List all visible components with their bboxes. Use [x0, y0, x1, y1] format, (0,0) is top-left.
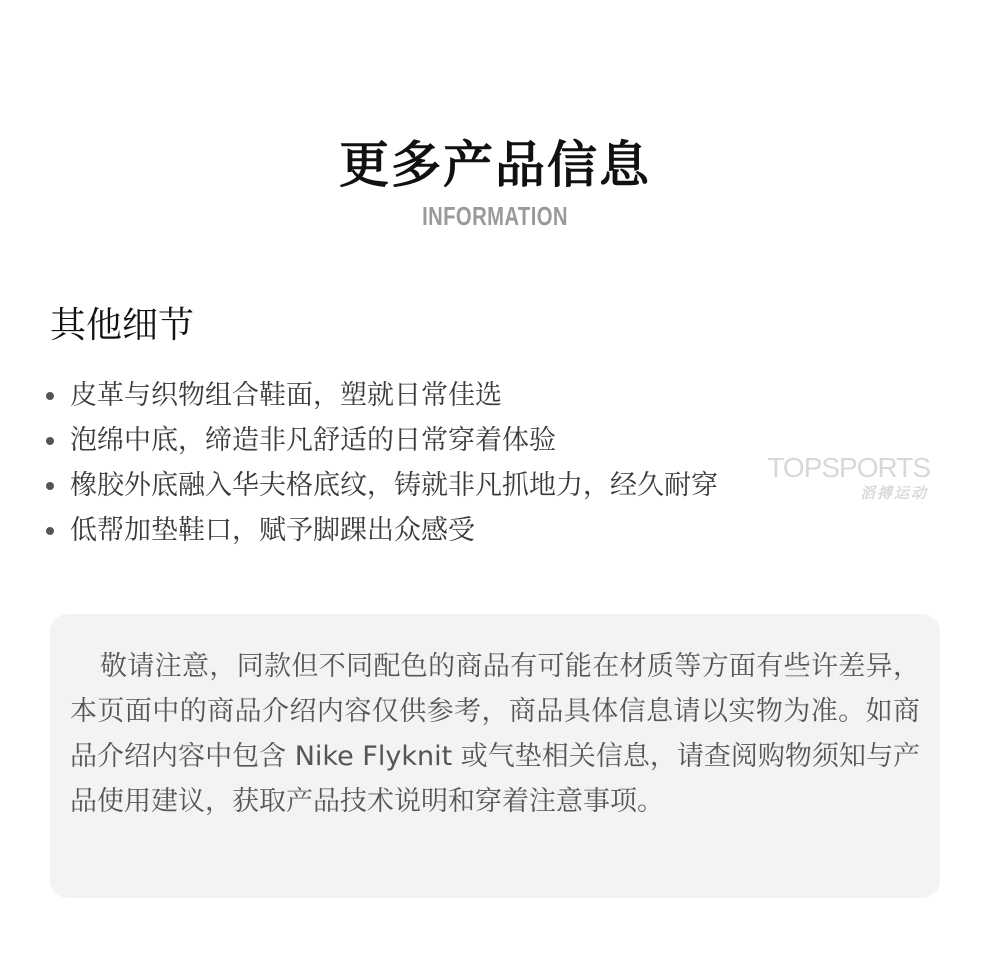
topsports-watermark-logo	[746, 452, 930, 502]
list-item	[44, 418, 718, 463]
list-item-text: 皮革与织物组合鞋面，塑就日常佳选	[70, 380, 502, 411]
bullet-icon	[46, 437, 54, 445]
bullet-icon	[46, 392, 54, 400]
details-list	[44, 373, 718, 553]
section-heading-details: 其他细节	[50, 305, 195, 346]
list-item	[44, 508, 718, 553]
bullet-icon	[46, 527, 54, 535]
bullet-icon	[46, 482, 54, 490]
watermark-brand: TOPSPORTS	[767, 452, 930, 483]
list-item-text: 低帮加垫鞋口，赋予脚踝出众感受	[70, 515, 475, 546]
watermark-tagline: 滔搏运动	[859, 484, 928, 502]
list-item	[44, 463, 718, 508]
page-title: 更多产品信息	[339, 136, 651, 194]
list-item	[44, 373, 718, 418]
page-subtitle: INFORMATION	[422, 201, 568, 231]
list-item-text: 橡胶外底融入华夫格底纹，铸就非凡抓地力，经久耐穿	[70, 470, 718, 501]
notice-text: 敬请注意，同款但不同配色的商品有可能在材质等方面有些许差异，本页面中的商品介绍内容仅供参考，商品具体信息请以实物为准。如商品介绍内容中包含 Nike Flyknit 或气垫相关信息，请查阅购物须知与产品使用建议，获取产品技术说明和穿着注意事项。	[70, 651, 920, 817]
list-item-text: 泡绵中底，缔造非凡舒适的日常穿着体验	[70, 425, 556, 456]
notice-box	[50, 614, 940, 898]
